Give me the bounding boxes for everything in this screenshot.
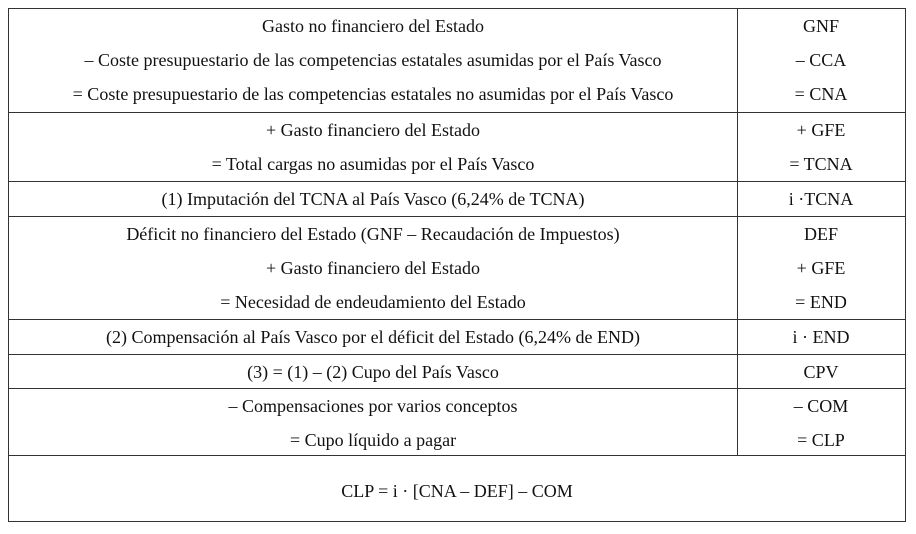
column-divider bbox=[737, 182, 738, 217]
row-description: + Gasto financiero del Estado bbox=[265, 257, 481, 278]
row-symbol: i · END bbox=[792, 326, 850, 347]
formula-section bbox=[9, 455, 905, 521]
row-symbol: + GFE bbox=[796, 119, 846, 140]
table-row bbox=[9, 147, 905, 181]
row-symbol: – COM bbox=[793, 395, 849, 416]
table-row bbox=[9, 251, 905, 285]
table-group-imputacion bbox=[9, 181, 905, 216]
table-row bbox=[9, 320, 905, 354]
table-row bbox=[9, 77, 905, 111]
column-divider bbox=[737, 113, 738, 182]
formula-text: CLP = i · [CNA – DEF] – COM bbox=[341, 481, 573, 501]
table-row bbox=[9, 113, 905, 147]
table-group-deficit bbox=[9, 216, 905, 319]
row-symbol: = TCNA bbox=[789, 153, 853, 174]
table-group-cupo-liquido bbox=[9, 388, 905, 455]
row-description: – Coste presupuestario de las competencias estatales asumidas por el País Vasco bbox=[84, 49, 662, 70]
row-description: (1) Imputación del TCNA al País Vasco (6,24% de TCNA) bbox=[161, 188, 585, 209]
row-description: – Compensaciones por varios conceptos bbox=[228, 395, 518, 416]
column-divider bbox=[737, 217, 738, 320]
column-divider bbox=[737, 389, 738, 456]
column-divider bbox=[737, 320, 738, 355]
column-divider bbox=[737, 9, 738, 112]
table-row bbox=[9, 217, 905, 251]
table-row bbox=[9, 285, 905, 319]
table-row bbox=[9, 9, 905, 43]
row-symbol: DEF bbox=[803, 223, 838, 244]
row-symbol: – CCA bbox=[795, 49, 847, 70]
row-description: (3) = (1) – (2) Cupo del País Vasco bbox=[247, 361, 499, 382]
row-symbol: = END bbox=[795, 291, 847, 312]
row-description: = Cupo líquido a pagar bbox=[289, 429, 457, 450]
table-group-gnf bbox=[9, 9, 905, 112]
table-group-gfe bbox=[9, 112, 905, 181]
table-group-cupo bbox=[9, 354, 905, 388]
row-description: (2) Compensación al País Vasco por el déficit del Estado (6,24% de END) bbox=[105, 326, 641, 347]
row-description: Déficit no financiero del Estado (GNF – Recaudación de Impuestos) bbox=[126, 223, 620, 244]
table-row bbox=[9, 423, 905, 457]
table-row bbox=[9, 389, 905, 423]
row-symbol: = CLP bbox=[797, 429, 845, 450]
table-group-compensacion bbox=[9, 319, 905, 354]
row-description: = Coste presupuestario de las competencias estatales no asumidas por el País Vasco bbox=[72, 83, 674, 104]
row-description: Gasto no financiero del Estado bbox=[262, 15, 484, 36]
row-symbol: i ·TCNA bbox=[788, 188, 854, 209]
table-row bbox=[9, 43, 905, 77]
row-symbol: + GFE bbox=[796, 257, 846, 278]
cupo-table bbox=[8, 8, 906, 522]
table-row bbox=[9, 355, 905, 389]
row-symbol: = CNA bbox=[794, 83, 848, 104]
row-symbol: CPV bbox=[803, 361, 839, 382]
row-description: = Necesidad de endeudamiento del Estado bbox=[220, 291, 526, 312]
row-symbol: GNF bbox=[802, 15, 839, 36]
column-divider bbox=[737, 355, 738, 389]
row-description: + Gasto financiero del Estado bbox=[265, 119, 481, 140]
row-description: = Total cargas no asumidas por el País Vasco bbox=[211, 153, 535, 174]
table-row bbox=[9, 182, 905, 216]
